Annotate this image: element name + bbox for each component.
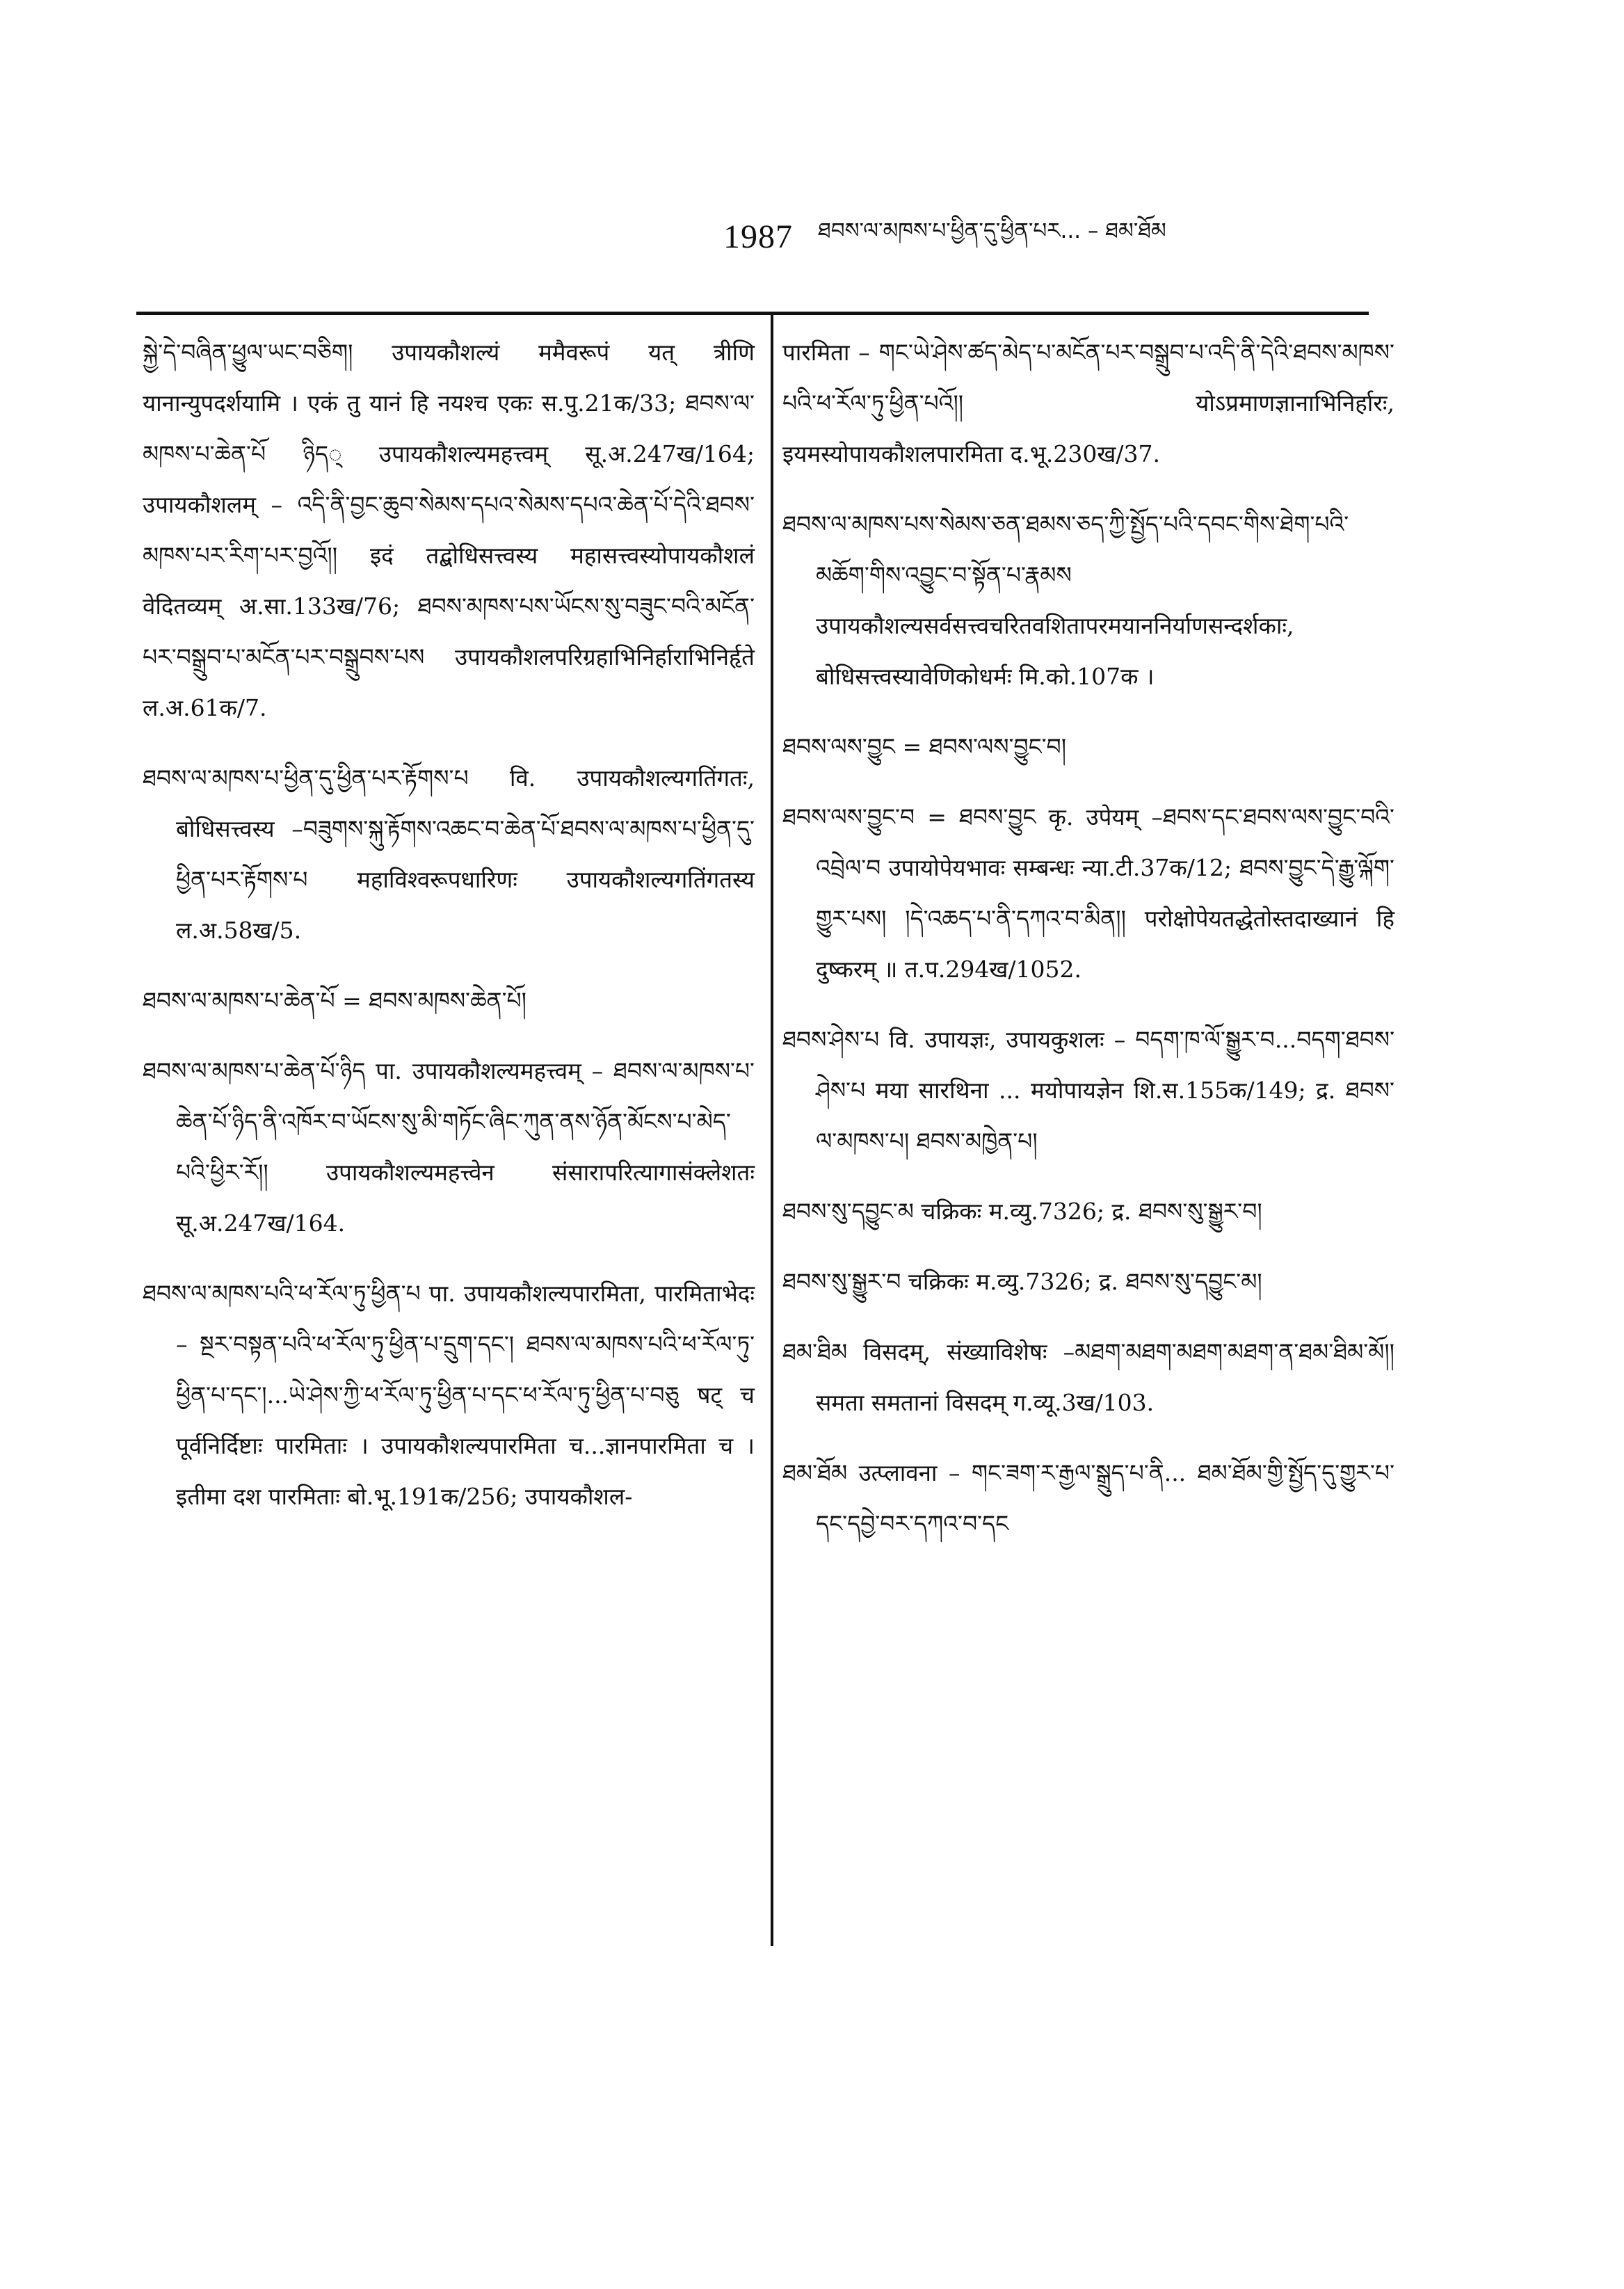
right-entry-5: ཐབས་ཤེས་པ वि. उपायज्ञः, उपायकुशलः – བདག་ཁ་ལོ་སྒྱུར་བ...བདག་ཐབས་ཤེས་པ मया सारथिना ... मयोपायज्ञेन शि.स.155क/149; द्र. ཐབས་ལ་མཁས་པ། ཐབས་མཁྱེན་པ། (782, 1026, 1394, 1155)
right-entry-7: ཐབས་སུ་སྒྱུར་བ चक्रिकः म.व्यु.7326; द्र. ཐབས་སུ་དབྱུང་མ། (782, 1268, 1262, 1295)
running-header (723, 209, 1419, 264)
left-entry-2: ཐབས་ལ་མཁས་པ་ཕྱིན་དུ་ཕྱིན་པར་རྟོགས་པ वि. उपायकौशल्यगतिंगतः, बोधिसत्त्वस्य –བཟུགས་སྐུ་རྟོགས་འཆང་བ་ཆེན་པོ་ཐབས་ལ་མཁས་པ་ཕྱིན་དུ་ཕྱིན་པར་རྟོགས་པ महाविश्वरूपधारिणः उपायकौशल्यगतिंगतस्य ल.अ.58ख/5. (143, 764, 755, 944)
left-entry-4: ཐབས་ལ་མཁས་པ་ཆེན་པོ་ཉིད पा. उपायकौशल्यमहत्त्वम् – ཐབས་ལ་མཁས་པ་ཆེན་པོ་ཉིད་ནི་འཁོར་བ་ཡོངས་སུ་མི་གཏོང་ཞིང་ཀུན་ནས་ཉོན་མོངས་པ་མེད་པའི་ཕྱིར་རོ།། उपायकौशल्यमहत्त्वेन संसारापरित्यागासंक्लेशतः सू.अ.247ख/164. (143, 1057, 755, 1237)
header-rule (136, 312, 1369, 315)
right-entry-1: पारमिता – གང་ཡེ་ཤེས་ཚད་མེད་པ་མངོན་པར་བསྒྲུབ་པ་འདི་ནི་དེའི་ཐབས་མཁས་པའི་ཕ་རོལ་ཏུ་ཕྱིན་པའོ།། योऽप्रमाणज्ञानाभिनिर्हारः, इयमस्योपायकौशलपारमिता द.भू.230ख/37. (782, 339, 1394, 467)
right-entry-3: ཐབས་ལས་བྱུང = ཐབས་ལས་བྱུང་བ། (782, 733, 1067, 760)
left-entry-1: སྐྱེ་དེ་བཞིན་ཕྱུལ་ཡང་བཅིག། उपायकौशल्यं ममैवरूपं यत् त्रीणि यानान्युपदर्शयामि । एकं तु यानं हि नयश्च एकः स.पु.21क/33; ཐབས་ལ་མཁས་པ་ཆེན་པོ ཉིད् उपायकौशल्यमहत्त्वम् सू.अ.247ख/164; उपायकौशलम् – འདི་ནི་བྱང་ཆུབ་སེམས་དཔའ་སེམས་དཔའ་ཆེན་པོ་དེའི་ཐབས་མཁས་པར་རིག་པར་བྱའོ།། इदं तद्बोधिसत्त्वस्य महासत्त्वस्योपायकौशलं वेदितव्यम् अ.सा.133ख/76; ཐབས་མཁས་པས་ཡོངས་སུ་བཟུང་བའི་མངོན་པར་བསྒྲུབ་པ་མངོན་པར་བསྒྲུབས་པས उपायकौशलपरिग्रहाभिनिर्हाराभिनिर्हृते ल.अ.61क/7. (143, 339, 755, 721)
left-column (143, 327, 755, 1541)
right-entry-8: ཐམ་ཐིམ विसदम्, संख्याविशेषः –མཐག་མཐག་མཐག་མཐག་ན་ཐམ་ཐིམ་མོ།། समता समतानां विसदम् ग.व्यू.3ख/103. (782, 1338, 1394, 1416)
column-divider (771, 312, 773, 1946)
right-entry-4: ཐབས་ལས་བྱུང་བ = ཐབས་བྱུང कृ. उपेयम् –ཐབས་དང་ཐབས་ལས་བྱུང་བའི་འབྲེལ་བ उपायोपेयभावः सम्बन्धः न्या.टी.37क/12; ཐབས་བྱུང་དེ་རྒྱུ་ལྐོག་གྱུར་པས། །དེ་འཆད་པ་ནི་དཀའ་བ་མིན།། परोक्षोपेयतद्धेतोस्तदाख्यानं हि दुष्करम् ॥ त.प.294ख/1052. (782, 803, 1394, 983)
right-column (782, 327, 1394, 1568)
left-entry-3: ཐབས་ལ་མཁས་པ་ཆེན་པོ = ཐབས་མཁས་ཆེན་པོ། (143, 987, 526, 1014)
right-entry-2: ཐབས་ལ་མཁས་པས་སེམས་ཅན་ཐམས་ཅད་ཀྱི་སྤྱོད་པའི་དབང་གིས་ཐེག་པའི་མཆོག་གིས་འབྱུང་བ་སྟོན་པ་རྣམས उपायकौशल्यसर्वसत्त्वचरितवशितापरमयाननिर्याणसन्दर्शकाः, बोधिसत्त्वस्यावेणिकोधर्मः मि.को.107क । (782, 511, 1349, 690)
header-term-range: ཐབས་ལ་མཁས་པ་ཕྱིན་དུ་ཕྱིན་པར... – ཐམ་ཐོམ (818, 218, 1166, 243)
page-number: 1987 (723, 218, 793, 255)
left-entry-5: ཐབས་ལ་མཁས་པའི་ཕ་རོལ་ཏུ་ཕྱིན་པ पा. उपायकौशल्यपारमिता, पारमिताभेदः – སྔར་བསྟན་པའི་ཕ་རོལ་ཏུ་ཕྱིན་པ་དྲུག་དང་། ཐབས་ལ་མཁས་པའི་ཕ་རོལ་ཏུ་ཕྱིན་པ་དང་།...ཡེ་ཤེས་ཀྱི་ཕ་རོལ་ཏུ་ཕྱིན་པ་དང་ཕ་རོལ་ཏུ་ཕྱིན་པ་བཅུ षट् च पूर्वनिर्दिष्टाः पारमिताः । उपायकौशल्यपारमिता च...ज्ञानपारमिता च । इतीमा दश पारमिताः बो.भू.191क/256; उपायकौशल- (143, 1280, 755, 1510)
right-entry-9: ཐམ་ཐོམ उत्प्लावना – གང་ཟག་ར་རྒྱལ་སྒྲུད་པ་ནི... ཐམ་ཐོམ་གྱི་སྤྱོད་དུ་གྱུར་པ་དང་དབྱེ་བར་དཀའ་བ་དང (782, 1459, 1394, 1537)
right-entry-6: ཐབས་སུ་དབྱུང་མ चक्रिकः म.व्यु.7326; द्र. ཐབས་སུ་སྒྱུར་བ། (782, 1198, 1262, 1225)
